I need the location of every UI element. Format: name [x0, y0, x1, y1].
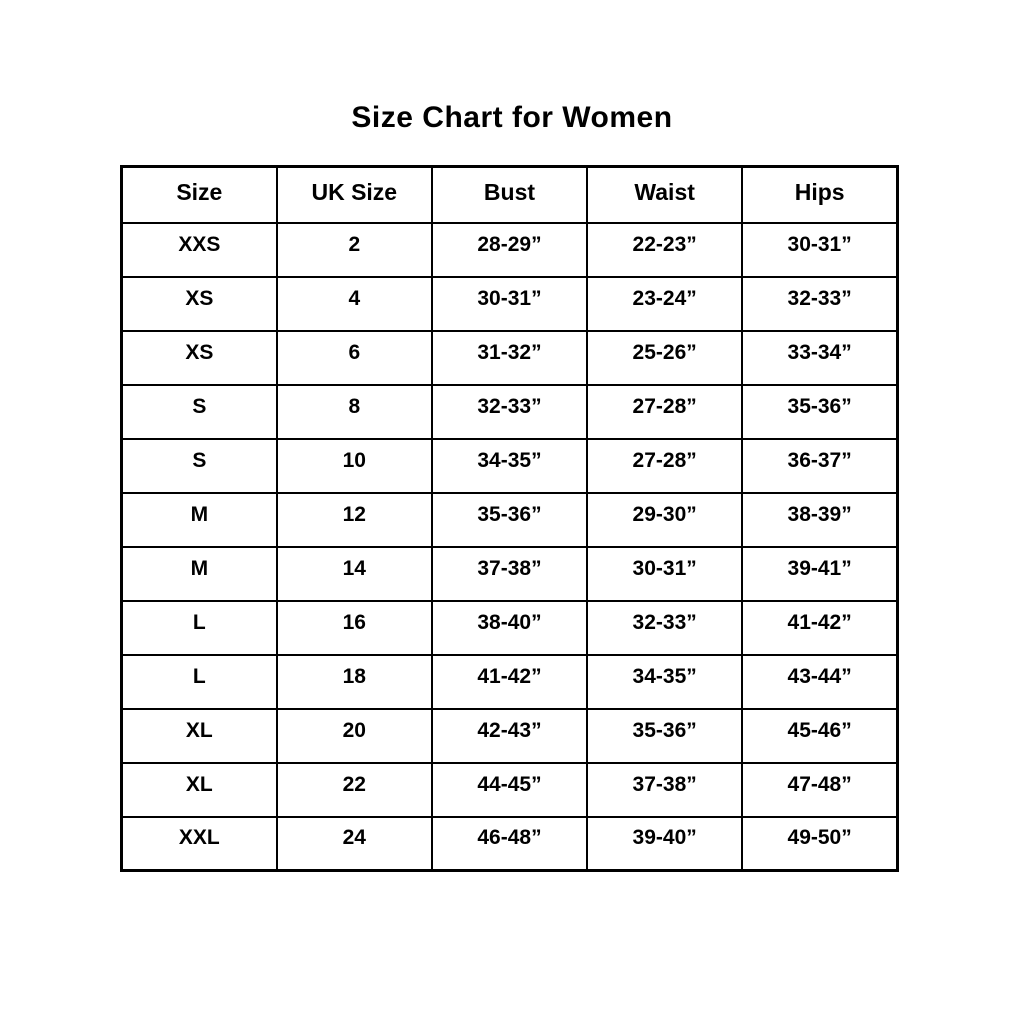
table-cell: 4 [277, 277, 432, 331]
table-cell: 37-38” [587, 763, 742, 817]
table-cell: 31-32” [432, 331, 587, 385]
table-cell: 29-30” [587, 493, 742, 547]
table-cell: 8 [277, 385, 432, 439]
table-header [122, 167, 898, 223]
table-cell: 35-36” [432, 493, 587, 547]
table-cell: 30-31” [432, 277, 587, 331]
table-cell: XL [122, 709, 277, 763]
table-cell: 38-39” [742, 493, 897, 547]
table-cell: XS [122, 331, 277, 385]
table-row [122, 277, 898, 331]
table-row [122, 547, 898, 601]
table-cell: 45-46” [742, 709, 897, 763]
table-cell: 36-37” [742, 439, 897, 493]
table-cell: 6 [277, 331, 432, 385]
table-cell: 22 [277, 763, 432, 817]
table-row [122, 601, 898, 655]
table-cell: XS [122, 277, 277, 331]
table-cell: L [122, 601, 277, 655]
table-row [122, 223, 898, 277]
table-cell: 49-50” [742, 817, 897, 871]
table-cell: 38-40” [432, 601, 587, 655]
table-cell: 24 [277, 817, 432, 871]
table-cell: 33-34” [742, 331, 897, 385]
table-body [122, 223, 898, 871]
table-cell: 32-33” [587, 601, 742, 655]
table-cell: 43-44” [742, 655, 897, 709]
table-cell: 42-43” [432, 709, 587, 763]
table-cell: 14 [277, 547, 432, 601]
table-cell: 22-23” [587, 223, 742, 277]
table-row [122, 763, 898, 817]
table-row [122, 655, 898, 709]
table-cell: M [122, 493, 277, 547]
table-cell: XL [122, 763, 277, 817]
table-row [122, 439, 898, 493]
table-cell: 27-28” [587, 439, 742, 493]
table-cell: 30-31” [742, 223, 897, 277]
table-cell: 16 [277, 601, 432, 655]
table-cell: 41-42” [742, 601, 897, 655]
table-cell: 32-33” [432, 385, 587, 439]
table-cell: 2 [277, 223, 432, 277]
table-cell: 25-26” [587, 331, 742, 385]
table-cell: XXL [122, 817, 277, 871]
table-row [122, 817, 898, 871]
column-header: Waist [587, 167, 742, 223]
table-row [122, 493, 898, 547]
table-cell: 27-28” [587, 385, 742, 439]
table-cell: 46-48” [432, 817, 587, 871]
table-row [122, 709, 898, 763]
table-cell: 44-45” [432, 763, 587, 817]
table-row [122, 331, 898, 385]
table-cell: 23-24” [587, 277, 742, 331]
page-title: Size Chart for Women [351, 101, 673, 134]
table-cell: 39-40” [587, 817, 742, 871]
table-cell: 32-33” [742, 277, 897, 331]
table-cell: 37-38” [432, 547, 587, 601]
table-row [122, 385, 898, 439]
column-header: UK Size [277, 167, 432, 223]
table-cell: 30-31” [587, 547, 742, 601]
table-cell: 18 [277, 655, 432, 709]
table-cell: 28-29” [432, 223, 587, 277]
table-cell: 34-35” [432, 439, 587, 493]
table-cell: S [122, 385, 277, 439]
table-cell: 20 [277, 709, 432, 763]
header-row [122, 167, 898, 223]
table-cell: M [122, 547, 277, 601]
table-cell: 10 [277, 439, 432, 493]
table-cell: 34-35” [587, 655, 742, 709]
table-cell: 35-36” [742, 385, 897, 439]
column-header: Bust [432, 167, 587, 223]
table-cell: 12 [277, 493, 432, 547]
size-chart-table [120, 165, 899, 872]
table-cell: XXS [122, 223, 277, 277]
column-header: Hips [742, 167, 897, 223]
column-header: Size [122, 167, 277, 223]
table-cell: 35-36” [587, 709, 742, 763]
table-cell: L [122, 655, 277, 709]
table-cell: 39-41” [742, 547, 897, 601]
table-cell: S [122, 439, 277, 493]
table-cell: 47-48” [742, 763, 897, 817]
table-cell: 41-42” [432, 655, 587, 709]
